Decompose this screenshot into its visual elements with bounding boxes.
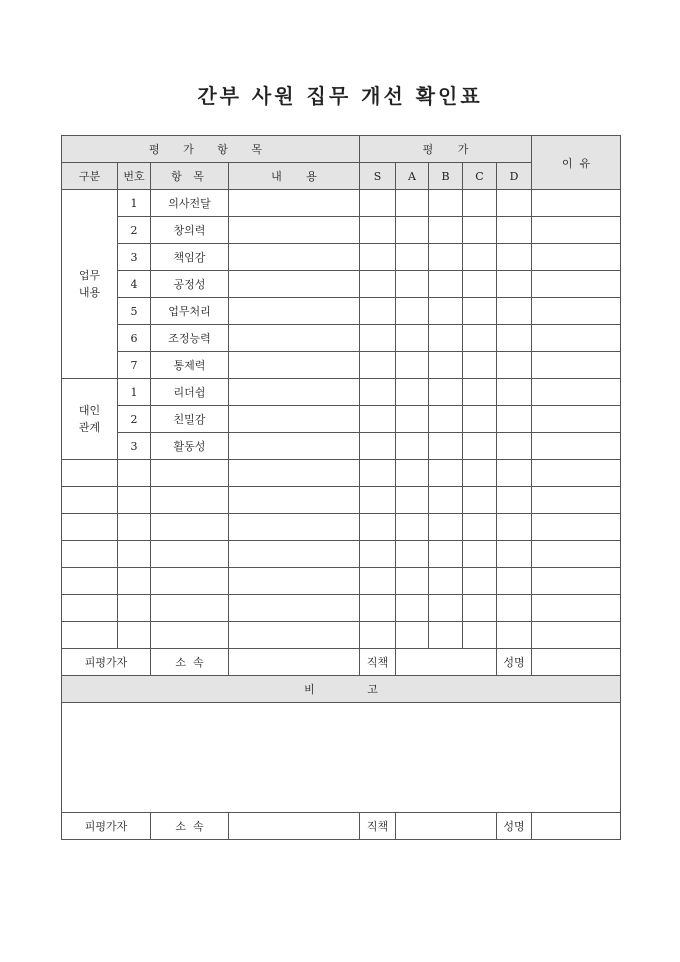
signature-row xyxy=(62,649,621,676)
remarks-header-row xyxy=(62,676,621,703)
number-cell[interactable] xyxy=(118,622,151,649)
item-name-cell[interactable] xyxy=(151,487,229,514)
reason-cell[interactable] xyxy=(532,379,621,406)
grade-s-header: S xyxy=(360,163,396,190)
item-name-cell[interactable] xyxy=(151,460,229,487)
content-cell[interactable] xyxy=(229,433,360,460)
evaluation-table xyxy=(61,135,621,840)
grade-d-header: D xyxy=(497,163,532,190)
grade-c-cell[interactable] xyxy=(463,352,497,379)
grade-c-cell[interactable] xyxy=(463,622,497,649)
remarks-header: 비 고 xyxy=(62,676,621,703)
table-row xyxy=(62,298,621,325)
grade-b-cell[interactable] xyxy=(429,325,463,352)
grade-a-cell[interactable] xyxy=(396,298,429,325)
grade-c-cell[interactable] xyxy=(463,514,497,541)
reason-cell[interactable] xyxy=(532,325,621,352)
number-cell: 3 xyxy=(118,433,151,460)
category-header: 구분 xyxy=(62,163,118,190)
category-cell: 업무 내용 xyxy=(62,190,118,379)
item-name-cell: 조정능력 xyxy=(151,325,229,352)
grade-s-cell[interactable] xyxy=(360,568,396,595)
item-name-cell: 창의력 xyxy=(151,217,229,244)
item-header: 항 목 xyxy=(151,163,229,190)
grade-c-cell[interactable] xyxy=(463,460,497,487)
grade-s-cell[interactable] xyxy=(360,541,396,568)
table-row xyxy=(62,379,621,406)
department-label: 소 속 xyxy=(151,813,229,840)
table-row xyxy=(62,568,621,595)
grade-a-cell[interactable] xyxy=(396,325,429,352)
grade-b-cell[interactable] xyxy=(429,190,463,217)
reason-cell[interactable] xyxy=(532,406,621,433)
remarks-field[interactable] xyxy=(62,703,621,813)
grade-d-cell[interactable] xyxy=(497,325,532,352)
content-cell[interactable] xyxy=(229,190,360,217)
reason-cell[interactable] xyxy=(532,514,621,541)
item-name-cell[interactable] xyxy=(151,514,229,541)
grade-b-cell[interactable] xyxy=(429,487,463,514)
category-cell: 대인 관계 xyxy=(62,379,118,460)
grade-b-cell[interactable] xyxy=(429,244,463,271)
number-cell: 2 xyxy=(118,217,151,244)
table-row xyxy=(62,433,621,460)
item-name-cell: 의사전달 xyxy=(151,190,229,217)
department-field[interactable] xyxy=(229,649,360,676)
grade-a-cell[interactable] xyxy=(396,190,429,217)
grade-c-cell[interactable] xyxy=(463,190,497,217)
reason-cell[interactable] xyxy=(532,541,621,568)
item-name-cell[interactable] xyxy=(151,595,229,622)
number-cell: 4 xyxy=(118,271,151,298)
grade-c-cell[interactable] xyxy=(463,379,497,406)
grade-b-cell[interactable] xyxy=(429,217,463,244)
name-field[interactable] xyxy=(532,813,621,840)
grade-c-cell[interactable] xyxy=(463,433,497,460)
grade-a-cell[interactable] xyxy=(396,379,429,406)
table-row xyxy=(62,217,621,244)
number-cell[interactable] xyxy=(118,487,151,514)
grade-a-cell[interactable] xyxy=(396,433,429,460)
grade-d-cell[interactable] xyxy=(497,406,532,433)
grade-c-cell[interactable] xyxy=(463,271,497,298)
grade-c-cell[interactable] xyxy=(463,406,497,433)
grade-c-cell[interactable] xyxy=(463,298,497,325)
grade-s-cell[interactable] xyxy=(360,190,396,217)
content-cell[interactable] xyxy=(229,271,360,298)
grade-s-cell[interactable] xyxy=(360,298,396,325)
reason-cell[interactable] xyxy=(532,622,621,649)
number-cell: 7 xyxy=(118,352,151,379)
grade-b-header: B xyxy=(429,163,463,190)
grade-s-cell[interactable] xyxy=(360,460,396,487)
content-cell[interactable] xyxy=(229,406,360,433)
grade-b-cell[interactable] xyxy=(429,379,463,406)
evaluatee-label: 피평가자 xyxy=(62,649,151,676)
category-cell[interactable] xyxy=(62,595,118,622)
grade-s-cell[interactable] xyxy=(360,379,396,406)
grade-s-cell[interactable] xyxy=(360,244,396,271)
grade-d-cell[interactable] xyxy=(497,217,532,244)
grade-s-cell[interactable] xyxy=(360,325,396,352)
content-cell[interactable] xyxy=(229,379,360,406)
reason-cell[interactable] xyxy=(532,217,621,244)
reason-cell[interactable] xyxy=(532,568,621,595)
content-cell[interactable] xyxy=(229,460,360,487)
grade-c-cell[interactable] xyxy=(463,541,497,568)
table-row xyxy=(62,595,621,622)
remarks-body-row xyxy=(62,703,621,813)
item-name-cell: 리더쉽 xyxy=(151,379,229,406)
reason-cell[interactable] xyxy=(532,487,621,514)
position-label: 직책 xyxy=(360,813,396,840)
grade-d-cell[interactable] xyxy=(497,298,532,325)
table-row xyxy=(62,325,621,352)
name-label: 성명 xyxy=(497,813,532,840)
content-cell[interactable] xyxy=(229,244,360,271)
grade-s-cell[interactable] xyxy=(360,217,396,244)
grade-c-cell[interactable] xyxy=(463,217,497,244)
reason-cell[interactable] xyxy=(532,244,621,271)
table-row xyxy=(62,352,621,379)
number-cell: 1 xyxy=(118,190,151,217)
category-cell[interactable] xyxy=(62,541,118,568)
grade-b-cell[interactable] xyxy=(429,271,463,298)
grade-a-cell[interactable] xyxy=(396,271,429,298)
grade-a-cell[interactable] xyxy=(396,514,429,541)
grade-s-cell[interactable] xyxy=(360,352,396,379)
grade-d-cell[interactable] xyxy=(497,487,532,514)
content-cell[interactable] xyxy=(229,487,360,514)
grade-c-cell[interactable] xyxy=(463,325,497,352)
grade-c-cell[interactable] xyxy=(463,487,497,514)
number-cell: 6 xyxy=(118,325,151,352)
content-cell[interactable] xyxy=(229,568,360,595)
table-row xyxy=(62,487,621,514)
name-label: 성명 xyxy=(497,649,532,676)
grade-b-cell[interactable] xyxy=(429,541,463,568)
table-row xyxy=(62,244,621,271)
table-row xyxy=(62,514,621,541)
grade-s-cell[interactable] xyxy=(360,595,396,622)
number-cell: 1 xyxy=(118,379,151,406)
reason-header: 이 유 xyxy=(532,136,621,190)
grade-b-cell[interactable] xyxy=(429,595,463,622)
item-name-cell: 친밀감 xyxy=(151,406,229,433)
content-header: 내 용 xyxy=(229,163,360,190)
grade-a-cell[interactable] xyxy=(396,352,429,379)
category-cell[interactable] xyxy=(62,460,118,487)
content-cell[interactable] xyxy=(229,622,360,649)
grade-a-cell[interactable] xyxy=(396,622,429,649)
content-cell[interactable] xyxy=(229,352,360,379)
grade-d-cell[interactable] xyxy=(497,271,532,298)
category-cell[interactable] xyxy=(62,514,118,541)
grade-c-cell[interactable] xyxy=(463,595,497,622)
grade-d-cell[interactable] xyxy=(497,460,532,487)
grade-s-cell[interactable] xyxy=(360,406,396,433)
grade-a-cell[interactable] xyxy=(396,217,429,244)
category-cell[interactable] xyxy=(62,622,118,649)
number-cell[interactable] xyxy=(118,514,151,541)
number-cell: 3 xyxy=(118,244,151,271)
grade-d-cell[interactable] xyxy=(497,433,532,460)
evaluatee-label: 피평가자 xyxy=(62,813,151,840)
table-row xyxy=(62,190,621,217)
grade-c-cell[interactable] xyxy=(463,244,497,271)
grade-d-cell[interactable] xyxy=(497,244,532,271)
number-cell[interactable] xyxy=(118,568,151,595)
item-name-cell[interactable] xyxy=(151,568,229,595)
category-cell[interactable] xyxy=(62,568,118,595)
grade-a-cell[interactable] xyxy=(396,406,429,433)
grade-b-cell[interactable] xyxy=(429,433,463,460)
table-row xyxy=(62,406,621,433)
grade-d-cell[interactable] xyxy=(497,190,532,217)
reason-cell[interactable] xyxy=(532,352,621,379)
grade-d-cell[interactable] xyxy=(497,568,532,595)
item-name-cell: 활동성 xyxy=(151,433,229,460)
table-row xyxy=(62,541,621,568)
name-field[interactable] xyxy=(532,649,621,676)
content-cell[interactable] xyxy=(229,541,360,568)
department-label: 소 속 xyxy=(151,649,229,676)
grade-a-header: A xyxy=(396,163,429,190)
reason-cell[interactable] xyxy=(532,460,621,487)
item-name-cell: 업무처리 xyxy=(151,298,229,325)
grade-d-cell[interactable] xyxy=(497,379,532,406)
eval-group-header: 평 가 xyxy=(360,136,532,163)
grade-d-cell[interactable] xyxy=(497,541,532,568)
table-row xyxy=(62,622,621,649)
grade-s-cell[interactable] xyxy=(360,622,396,649)
reason-cell[interactable] xyxy=(532,595,621,622)
grade-a-cell[interactable] xyxy=(396,595,429,622)
category-cell[interactable] xyxy=(62,487,118,514)
position-field[interactable] xyxy=(396,813,497,840)
grade-d-cell[interactable] xyxy=(497,352,532,379)
grade-s-cell[interactable] xyxy=(360,487,396,514)
grade-b-cell[interactable] xyxy=(429,514,463,541)
grade-a-cell[interactable] xyxy=(396,541,429,568)
items-group-header: 평 가 항 목 xyxy=(62,136,360,163)
table-row xyxy=(62,460,621,487)
grade-b-cell[interactable] xyxy=(429,406,463,433)
grade-c-cell[interactable] xyxy=(463,568,497,595)
reason-cell[interactable] xyxy=(532,190,621,217)
grade-c-header: C xyxy=(463,163,497,190)
grade-a-cell[interactable] xyxy=(396,460,429,487)
signature-row xyxy=(62,813,621,840)
reason-cell[interactable] xyxy=(532,298,621,325)
content-cell[interactable] xyxy=(229,298,360,325)
table-row xyxy=(62,271,621,298)
grade-b-cell[interactable] xyxy=(429,460,463,487)
grade-s-cell[interactable] xyxy=(360,514,396,541)
grade-b-cell[interactable] xyxy=(429,568,463,595)
item-name-cell[interactable] xyxy=(151,622,229,649)
content-cell[interactable] xyxy=(229,325,360,352)
number-cell[interactable] xyxy=(118,595,151,622)
grade-a-cell[interactable] xyxy=(396,487,429,514)
grade-d-cell[interactable] xyxy=(497,514,532,541)
content-cell[interactable] xyxy=(229,595,360,622)
content-cell[interactable] xyxy=(229,514,360,541)
grade-b-cell[interactable] xyxy=(429,352,463,379)
grade-b-cell[interactable] xyxy=(429,622,463,649)
grade-a-cell[interactable] xyxy=(396,244,429,271)
number-cell[interactable] xyxy=(118,460,151,487)
item-name-cell[interactable] xyxy=(151,541,229,568)
department-field[interactable] xyxy=(229,813,360,840)
item-name-cell: 공정성 xyxy=(151,271,229,298)
grade-s-cell[interactable] xyxy=(360,271,396,298)
number-cell[interactable] xyxy=(118,541,151,568)
header-row-1 xyxy=(62,136,621,163)
grade-s-cell[interactable] xyxy=(360,433,396,460)
page-title: 간부 사원 집무 개선 확인표 xyxy=(197,84,483,108)
grade-a-cell[interactable] xyxy=(396,568,429,595)
number-header: 번호 xyxy=(118,163,151,190)
item-name-cell: 책임감 xyxy=(151,244,229,271)
number-cell: 5 xyxy=(118,298,151,325)
position-label: 직책 xyxy=(360,649,396,676)
content-cell[interactable] xyxy=(229,217,360,244)
position-field[interactable] xyxy=(396,649,497,676)
number-cell: 2 xyxy=(118,406,151,433)
grade-b-cell[interactable] xyxy=(429,298,463,325)
grade-d-cell[interactable] xyxy=(497,595,532,622)
grade-d-cell[interactable] xyxy=(497,622,532,649)
reason-cell[interactable] xyxy=(532,433,621,460)
item-name-cell: 통제력 xyxy=(151,352,229,379)
reason-cell[interactable] xyxy=(532,271,621,298)
